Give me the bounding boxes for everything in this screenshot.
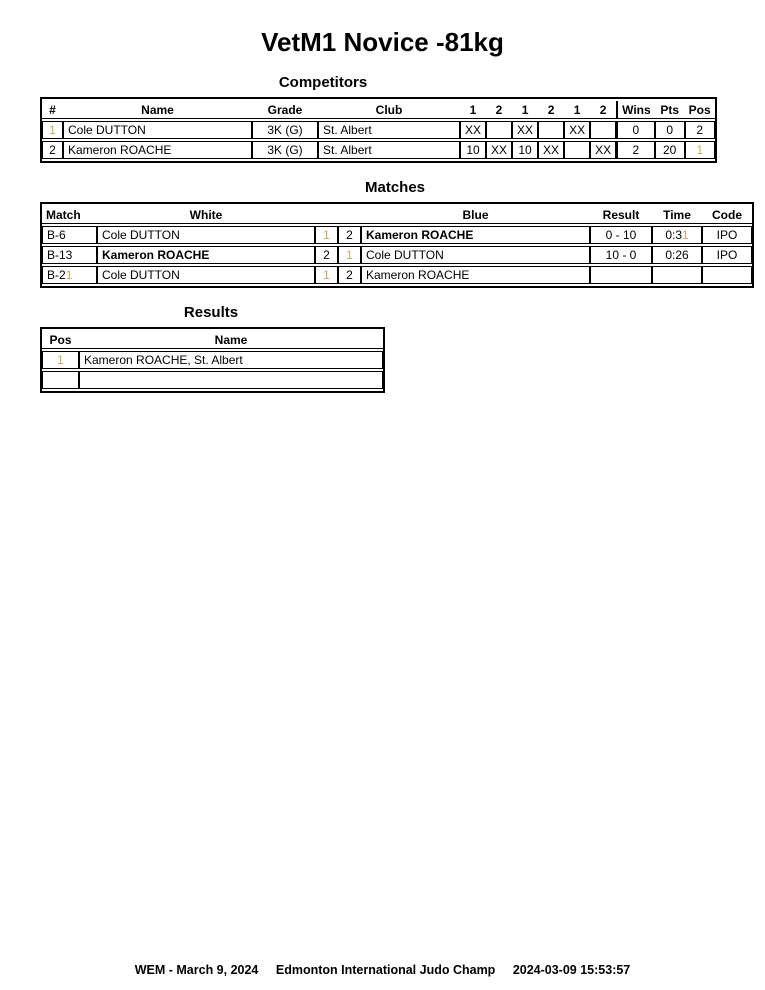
col-name: Name (63, 101, 252, 119)
col-score-3: 1 (512, 101, 538, 119)
white-name-cell: Cole DUTTON (97, 226, 315, 244)
competitor-row (42, 141, 715, 159)
score-cell (486, 121, 512, 139)
col-match: Match (42, 206, 97, 224)
col-score-4: 2 (538, 101, 564, 119)
score-cell: XX (564, 121, 590, 139)
result-name-cell: Kameron ROACHE, St. Albert (79, 351, 383, 369)
results-table (40, 327, 385, 393)
competitor-club-cell: St. Albert (318, 121, 460, 139)
col-blue-num (338, 206, 361, 224)
white-num-cell: 1 (315, 266, 338, 284)
result-pos-cell: 1 (42, 351, 79, 369)
footer-event-name: Edmonton International Judo Champ (275, 963, 496, 977)
results-header-row (42, 331, 383, 349)
blue-name-cell: Cole DUTTON (361, 246, 590, 264)
match-row (42, 266, 752, 284)
match-id-cell: B-13 (42, 246, 97, 264)
competitor-row (42, 121, 715, 139)
col-pts: Pts (655, 101, 685, 119)
code-cell: IPO (702, 246, 752, 264)
col-name: Name (79, 331, 383, 349)
score-cell: XX (512, 121, 538, 139)
result-row (42, 371, 383, 389)
score-cell: 10 (512, 141, 538, 159)
result-cell (590, 266, 652, 284)
blue-name-cell: Kameron ROACHE (361, 226, 590, 244)
matches-header-row (42, 206, 752, 224)
blue-num-cell: 2 (338, 266, 361, 284)
competitors-header-row (42, 101, 715, 119)
competitors-heading: Competitors (278, 74, 368, 91)
pos-cell: 1 (685, 141, 715, 159)
col-club: Club (318, 101, 460, 119)
time-cell: 0:26 (652, 246, 702, 264)
score-cell: 10 (460, 141, 486, 159)
matches-table (40, 202, 754, 288)
footer-timestamp: 2024-03-09 15:53:57 (512, 963, 631, 977)
score-cell: XX (538, 141, 564, 159)
white-name-cell: Kameron ROACHE (97, 246, 315, 264)
white-num-cell: 1 (315, 226, 338, 244)
result-pos-cell (42, 371, 79, 389)
pts-cell: 0 (655, 121, 685, 139)
blue-num-cell: 1 (338, 246, 361, 264)
score-cell: XX (590, 141, 616, 159)
score-cell (590, 121, 616, 139)
score-cell: XX (460, 121, 486, 139)
competitor-grade-cell: 3K (G) (252, 141, 318, 159)
result-cell: 10 - 0 (590, 246, 652, 264)
col-white-num (315, 206, 338, 224)
col-code: Code (702, 206, 752, 224)
col-white: White (97, 206, 315, 224)
time-cell: 0:31 (652, 226, 702, 244)
col-wins: Wins (616, 101, 655, 119)
match-row (42, 226, 752, 244)
code-cell: IPO (702, 226, 752, 244)
blue-num-cell: 2 (338, 226, 361, 244)
wins-cell: 0 (616, 121, 655, 139)
result-name-cell (79, 371, 383, 389)
competitor-number-cell: 1 (42, 121, 63, 139)
col-number: # (42, 101, 63, 119)
competitor-name-cell: Kameron ROACHE (63, 141, 252, 159)
col-score-1: 1 (460, 101, 486, 119)
page-title: VetM1 Novice -81kg (261, 27, 504, 57)
col-time: Time (652, 206, 702, 224)
score-cell: XX (486, 141, 512, 159)
competitor-club-cell: St. Albert (318, 141, 460, 159)
matches-heading: Matches (364, 179, 426, 196)
score-cell (538, 121, 564, 139)
competitors-table (40, 97, 717, 163)
match-row (42, 246, 752, 264)
col-grade: Grade (252, 101, 318, 119)
result-row (42, 351, 383, 369)
footer-event-short: WEM - March 9, 2024 (134, 963, 259, 977)
pos-cell: 2 (685, 121, 715, 139)
results-heading: Results (183, 304, 239, 321)
competitor-number-cell: 2 (42, 141, 63, 159)
white-name-cell: Cole DUTTON (97, 266, 315, 284)
col-blue: Blue (361, 206, 590, 224)
col-result: Result (590, 206, 652, 224)
col-pos: Pos (685, 101, 715, 119)
score-cell (564, 141, 590, 159)
competitor-grade-cell: 3K (G) (252, 121, 318, 139)
competitor-name-cell: Cole DUTTON (63, 121, 252, 139)
time-cell (652, 266, 702, 284)
col-score-2: 2 (486, 101, 512, 119)
pts-cell: 20 (655, 141, 685, 159)
page-footer (0, 963, 765, 977)
wins-cell: 2 (616, 141, 655, 159)
blue-name-cell: Kameron ROACHE (361, 266, 590, 284)
match-id-cell: B-6 (42, 226, 97, 244)
result-cell: 0 - 10 (590, 226, 652, 244)
code-cell (702, 266, 752, 284)
white-num-cell: 2 (315, 246, 338, 264)
col-score-6: 2 (590, 101, 616, 119)
match-id-cell: B-21 (42, 266, 97, 284)
col-pos: Pos (42, 331, 79, 349)
col-score-5: 1 (564, 101, 590, 119)
